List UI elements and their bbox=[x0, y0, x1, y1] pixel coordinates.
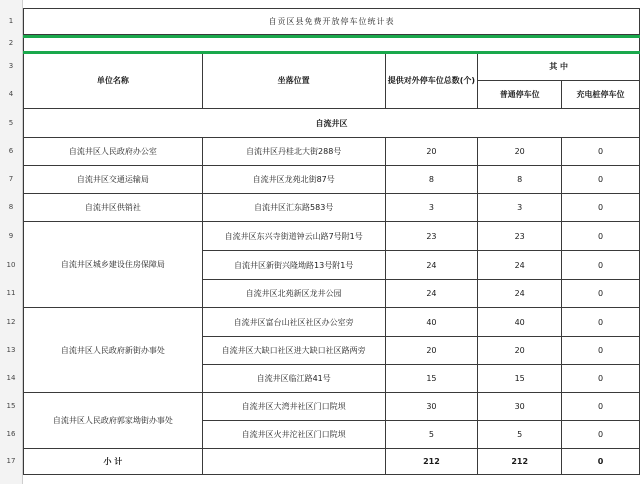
subtotal-regular[interactable]: 212 bbox=[478, 449, 562, 475]
row-number[interactable]: 1 bbox=[8, 17, 14, 25]
total-cell[interactable]: 20 bbox=[385, 138, 478, 166]
charging-cell[interactable]: 0 bbox=[562, 138, 640, 166]
charging-cell[interactable]: 0 bbox=[562, 393, 640, 421]
regular-cell[interactable]: 8 bbox=[478, 166, 562, 194]
location-cell[interactable]: 自流井区新街兴隆坳路13号附1号 bbox=[202, 251, 385, 280]
subtotal-charging[interactable]: 0 bbox=[562, 449, 640, 475]
subtotal-total[interactable]: 212 bbox=[385, 449, 478, 475]
total-cell[interactable]: 8 bbox=[385, 166, 478, 194]
row-number[interactable]: 3 bbox=[8, 61, 14, 70]
total-cell[interactable]: 24 bbox=[385, 280, 478, 308]
row-number[interactable]: 13 bbox=[6, 346, 16, 354]
location-cell[interactable]: 自流井区北苑新区龙井公园 bbox=[202, 280, 385, 308]
row-number[interactable]: 5 bbox=[8, 118, 14, 127]
location-cell[interactable]: 自流井区龙苑北街87号 bbox=[202, 166, 385, 194]
total-cell[interactable]: 40 bbox=[385, 308, 478, 337]
regular-cell[interactable]: 30 bbox=[478, 393, 562, 421]
location-cell[interactable]: 自流井区临江路41号 bbox=[202, 365, 385, 393]
row-number[interactable]: 4 bbox=[8, 90, 14, 98]
total-cell[interactable]: 30 bbox=[385, 393, 478, 421]
total-cell[interactable]: 3 bbox=[385, 194, 478, 222]
location-cell[interactable]: 自流井区东兴寺街道钟云山路7号附1号 bbox=[202, 222, 385, 251]
row-number[interactable]: 10 bbox=[6, 260, 16, 269]
charging-cell[interactable]: 0 bbox=[562, 365, 640, 393]
table-row bbox=[24, 166, 640, 194]
regular-cell[interactable]: 15 bbox=[478, 365, 562, 393]
unit-cell[interactable]: 自流井区人民政府办公室 bbox=[24, 138, 203, 166]
top-band bbox=[0, 0, 640, 8]
row-number[interactable]: 8 bbox=[8, 203, 14, 211]
regular-cell[interactable]: 40 bbox=[478, 308, 562, 337]
row-number[interactable]: 15 bbox=[6, 402, 16, 410]
parking-table bbox=[23, 8, 640, 475]
table-row bbox=[24, 138, 640, 166]
subtotal-label[interactable]: 小 计 bbox=[24, 449, 203, 475]
row-number[interactable]: 14 bbox=[6, 374, 16, 382]
regular-cell[interactable]: 24 bbox=[478, 251, 562, 280]
charging-cell[interactable]: 0 bbox=[562, 280, 640, 308]
header-charging-spaces[interactable]: 充电桩停车位 bbox=[562, 81, 640, 109]
row-number[interactable]: 6 bbox=[8, 147, 14, 155]
charging-cell[interactable]: 0 bbox=[562, 308, 640, 337]
district-row[interactable]: 自流井区 bbox=[24, 109, 640, 138]
row-number[interactable]: 17 bbox=[6, 457, 16, 465]
green-divider-bottom bbox=[23, 51, 640, 54]
header-location[interactable]: 坐落位置 bbox=[202, 52, 385, 109]
unit-cell[interactable]: 自流井区城乡建设住房保障局 bbox=[24, 222, 203, 308]
row-number[interactable]: 9 bbox=[8, 231, 14, 240]
regular-cell[interactable]: 3 bbox=[478, 194, 562, 222]
location-cell[interactable]: 自流井区大湾井社区门口院坝 bbox=[202, 393, 385, 421]
total-cell[interactable]: 5 bbox=[385, 421, 478, 449]
header-total-spaces[interactable]: 提供对外停车位总数(个) bbox=[385, 52, 478, 109]
unit-cell[interactable]: 自流井区交通运输局 bbox=[24, 166, 203, 194]
subtotal-row bbox=[24, 449, 640, 475]
total-cell[interactable]: 24 bbox=[385, 251, 478, 280]
unit-cell[interactable]: 自流井区人民政府新街办事处 bbox=[24, 308, 203, 393]
table-row bbox=[24, 194, 640, 222]
unit-cell[interactable]: 自流井区供销社 bbox=[24, 194, 203, 222]
header-regular-spaces[interactable]: 普通停车位 bbox=[478, 81, 562, 109]
row-number[interactable]: 2 bbox=[8, 38, 14, 47]
location-cell[interactable]: 自流井区富台山社区社区办公室旁 bbox=[202, 308, 385, 337]
row-number[interactable]: 12 bbox=[6, 317, 16, 326]
location-cell[interactable]: 自流井区火井沱社区门口院坝 bbox=[202, 421, 385, 449]
charging-cell[interactable]: 0 bbox=[562, 166, 640, 194]
regular-cell[interactable]: 20 bbox=[478, 337, 562, 365]
header-unit-name[interactable]: 单位名称 bbox=[24, 52, 203, 109]
charging-cell[interactable]: 0 bbox=[562, 194, 640, 222]
row-number[interactable]: 11 bbox=[6, 289, 16, 297]
table-row bbox=[24, 222, 640, 251]
header-of-which[interactable]: 其 中 bbox=[478, 52, 640, 81]
total-cell[interactable]: 15 bbox=[385, 365, 478, 393]
regular-cell[interactable]: 23 bbox=[478, 222, 562, 251]
charging-cell[interactable]: 0 bbox=[562, 421, 640, 449]
total-cell[interactable]: 20 bbox=[385, 337, 478, 365]
regular-cell[interactable]: 5 bbox=[478, 421, 562, 449]
green-divider-top bbox=[23, 35, 640, 38]
charging-cell[interactable]: 0 bbox=[562, 251, 640, 280]
total-cell[interactable]: 23 bbox=[385, 222, 478, 251]
row-number[interactable]: 16 bbox=[6, 430, 16, 438]
regular-cell[interactable]: 20 bbox=[478, 138, 562, 166]
regular-cell[interactable]: 24 bbox=[478, 280, 562, 308]
charging-cell[interactable]: 0 bbox=[562, 337, 640, 365]
location-cell[interactable]: 自流井区大缺口社区进大缺口社区路两旁 bbox=[202, 337, 385, 365]
subtotal-location-empty[interactable] bbox=[202, 449, 385, 475]
row-number[interactable]: 7 bbox=[8, 175, 14, 183]
table-title[interactable]: 自贡区县免费开放停车位统计表 bbox=[24, 9, 640, 35]
unit-cell[interactable]: 自流井区人民政府郭家坳街办事处 bbox=[24, 393, 203, 449]
location-cell[interactable]: 自流井区丹桂北大街288号 bbox=[202, 138, 385, 166]
charging-cell[interactable]: 0 bbox=[562, 222, 640, 251]
location-cell[interactable]: 自流井区汇东路583号 bbox=[202, 194, 385, 222]
table-row bbox=[24, 393, 640, 421]
table-row bbox=[24, 308, 640, 337]
